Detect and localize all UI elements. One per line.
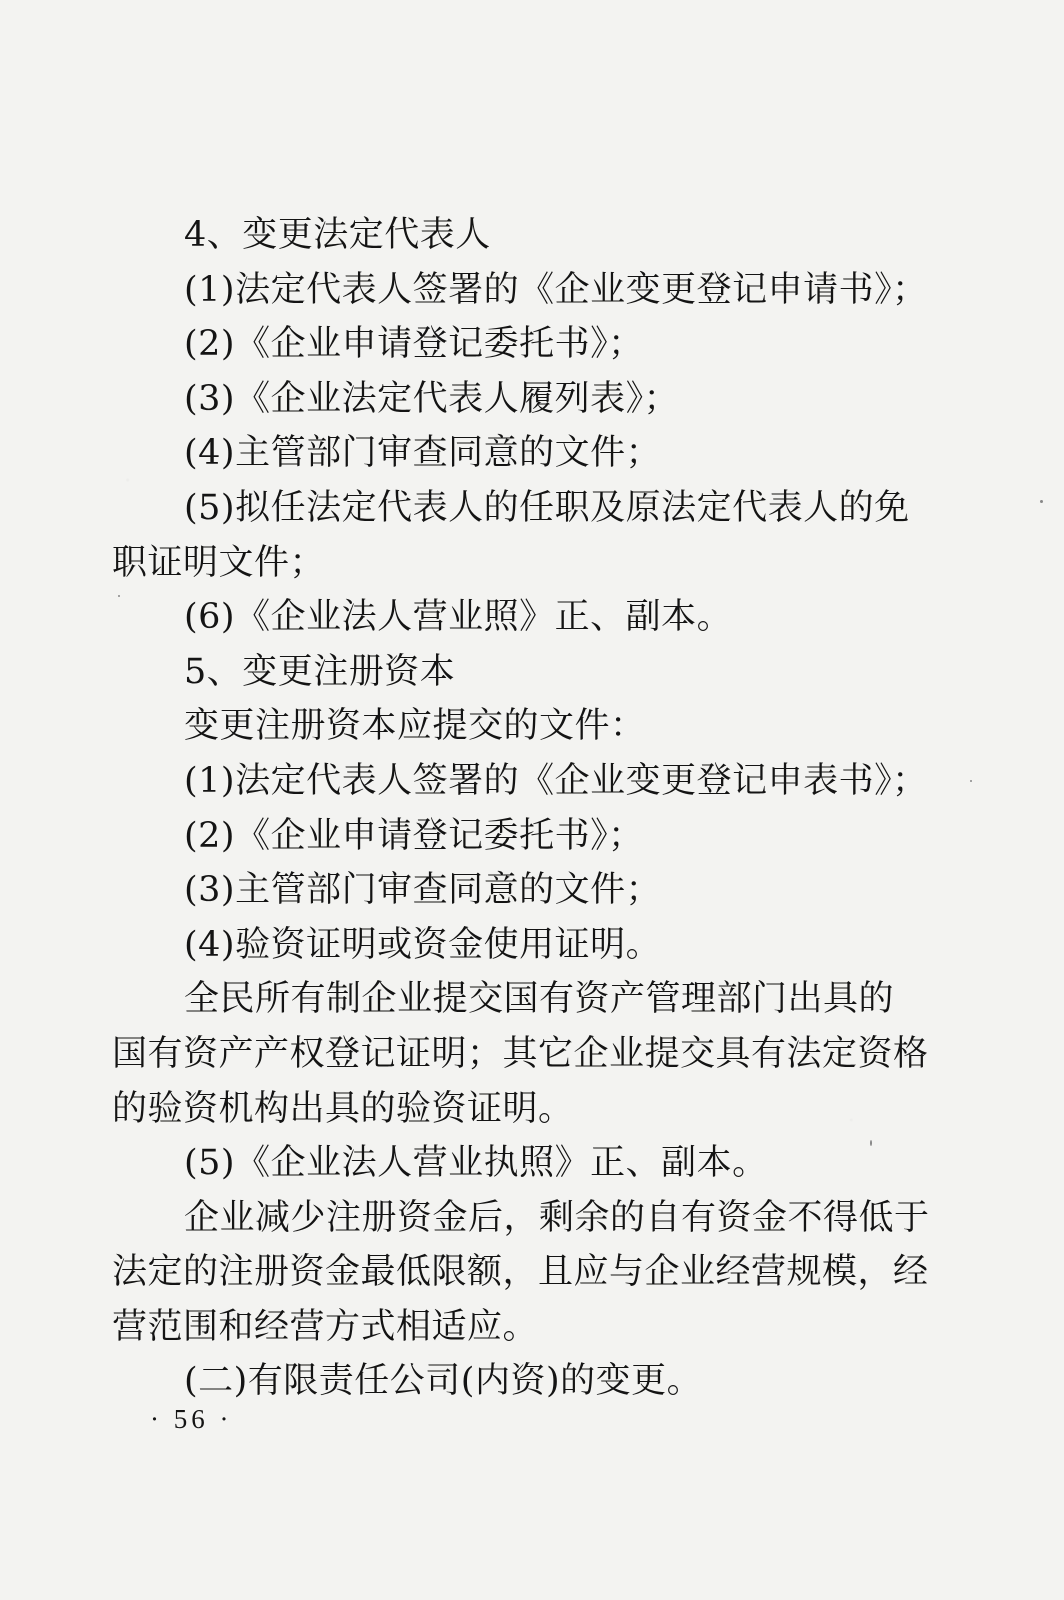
text-line: (5)《企业法人营业执照》正、副本。 — [184, 1143, 768, 1184]
text-line: 企业减少注册资金后，剩余的自有资金不得低于 — [184, 1197, 930, 1238]
text-line: (2)《企业申请登记委托书》； — [184, 815, 644, 856]
text-line: (4)主管部门审查同意的文件； — [184, 433, 662, 474]
text-line: 营范围和经营方式相适应。 — [112, 1306, 539, 1347]
page-number: · 56 · — [150, 1404, 233, 1434]
text-line: (4)验资证明或资金使用证明。 — [184, 924, 662, 965]
text-line: (5)拟任法定代表人的任职及原法定代表人的免 — [184, 487, 910, 528]
text-line: (6)《企业法人营业照》正、副本。 — [184, 597, 733, 638]
text-line: 法定的注册资金最低限额，且应与企业经营规模，经 — [112, 1252, 929, 1293]
text-line: (3)《企业法定代表人履列表》； — [184, 378, 680, 419]
scan-speck — [870, 1140, 872, 1146]
subsection-heading: (二)有限责任公司(内资)的变更。 — [184, 1361, 703, 1402]
scan-speck — [1040, 500, 1043, 503]
scan-speck — [970, 780, 972, 782]
section-heading-change-legal-representative: 4、变更法定代表人 — [184, 215, 491, 255]
text-line: (1)法定代表人签署的《企业变更登记申表书》； — [184, 760, 928, 801]
body-text — [112, 208, 932, 1409]
text-line: (3)主管部门审查同意的文件； — [184, 870, 662, 911]
section-heading-change-registered-capital: 5、变更注册资本 — [184, 651, 456, 692]
text-line: 的验资机构出具的验资证明。 — [112, 1088, 574, 1129]
text-line: (1)法定代表人签署的《企业变更登记申请书》； — [184, 269, 928, 310]
text-line: 变更注册资本应提交的文件： — [184, 706, 646, 747]
text-line: 全民所有制企业提交国有资产管理部门出具的 — [184, 979, 895, 1020]
text-line: 国有资产产权登记证明；其它企业提交具有法定资格 — [112, 1033, 929, 1074]
text-line: (2)《企业申请登记委托书》； — [184, 324, 644, 365]
text-line: 职证明文件； — [112, 542, 326, 583]
scan-speck — [118, 595, 120, 597]
